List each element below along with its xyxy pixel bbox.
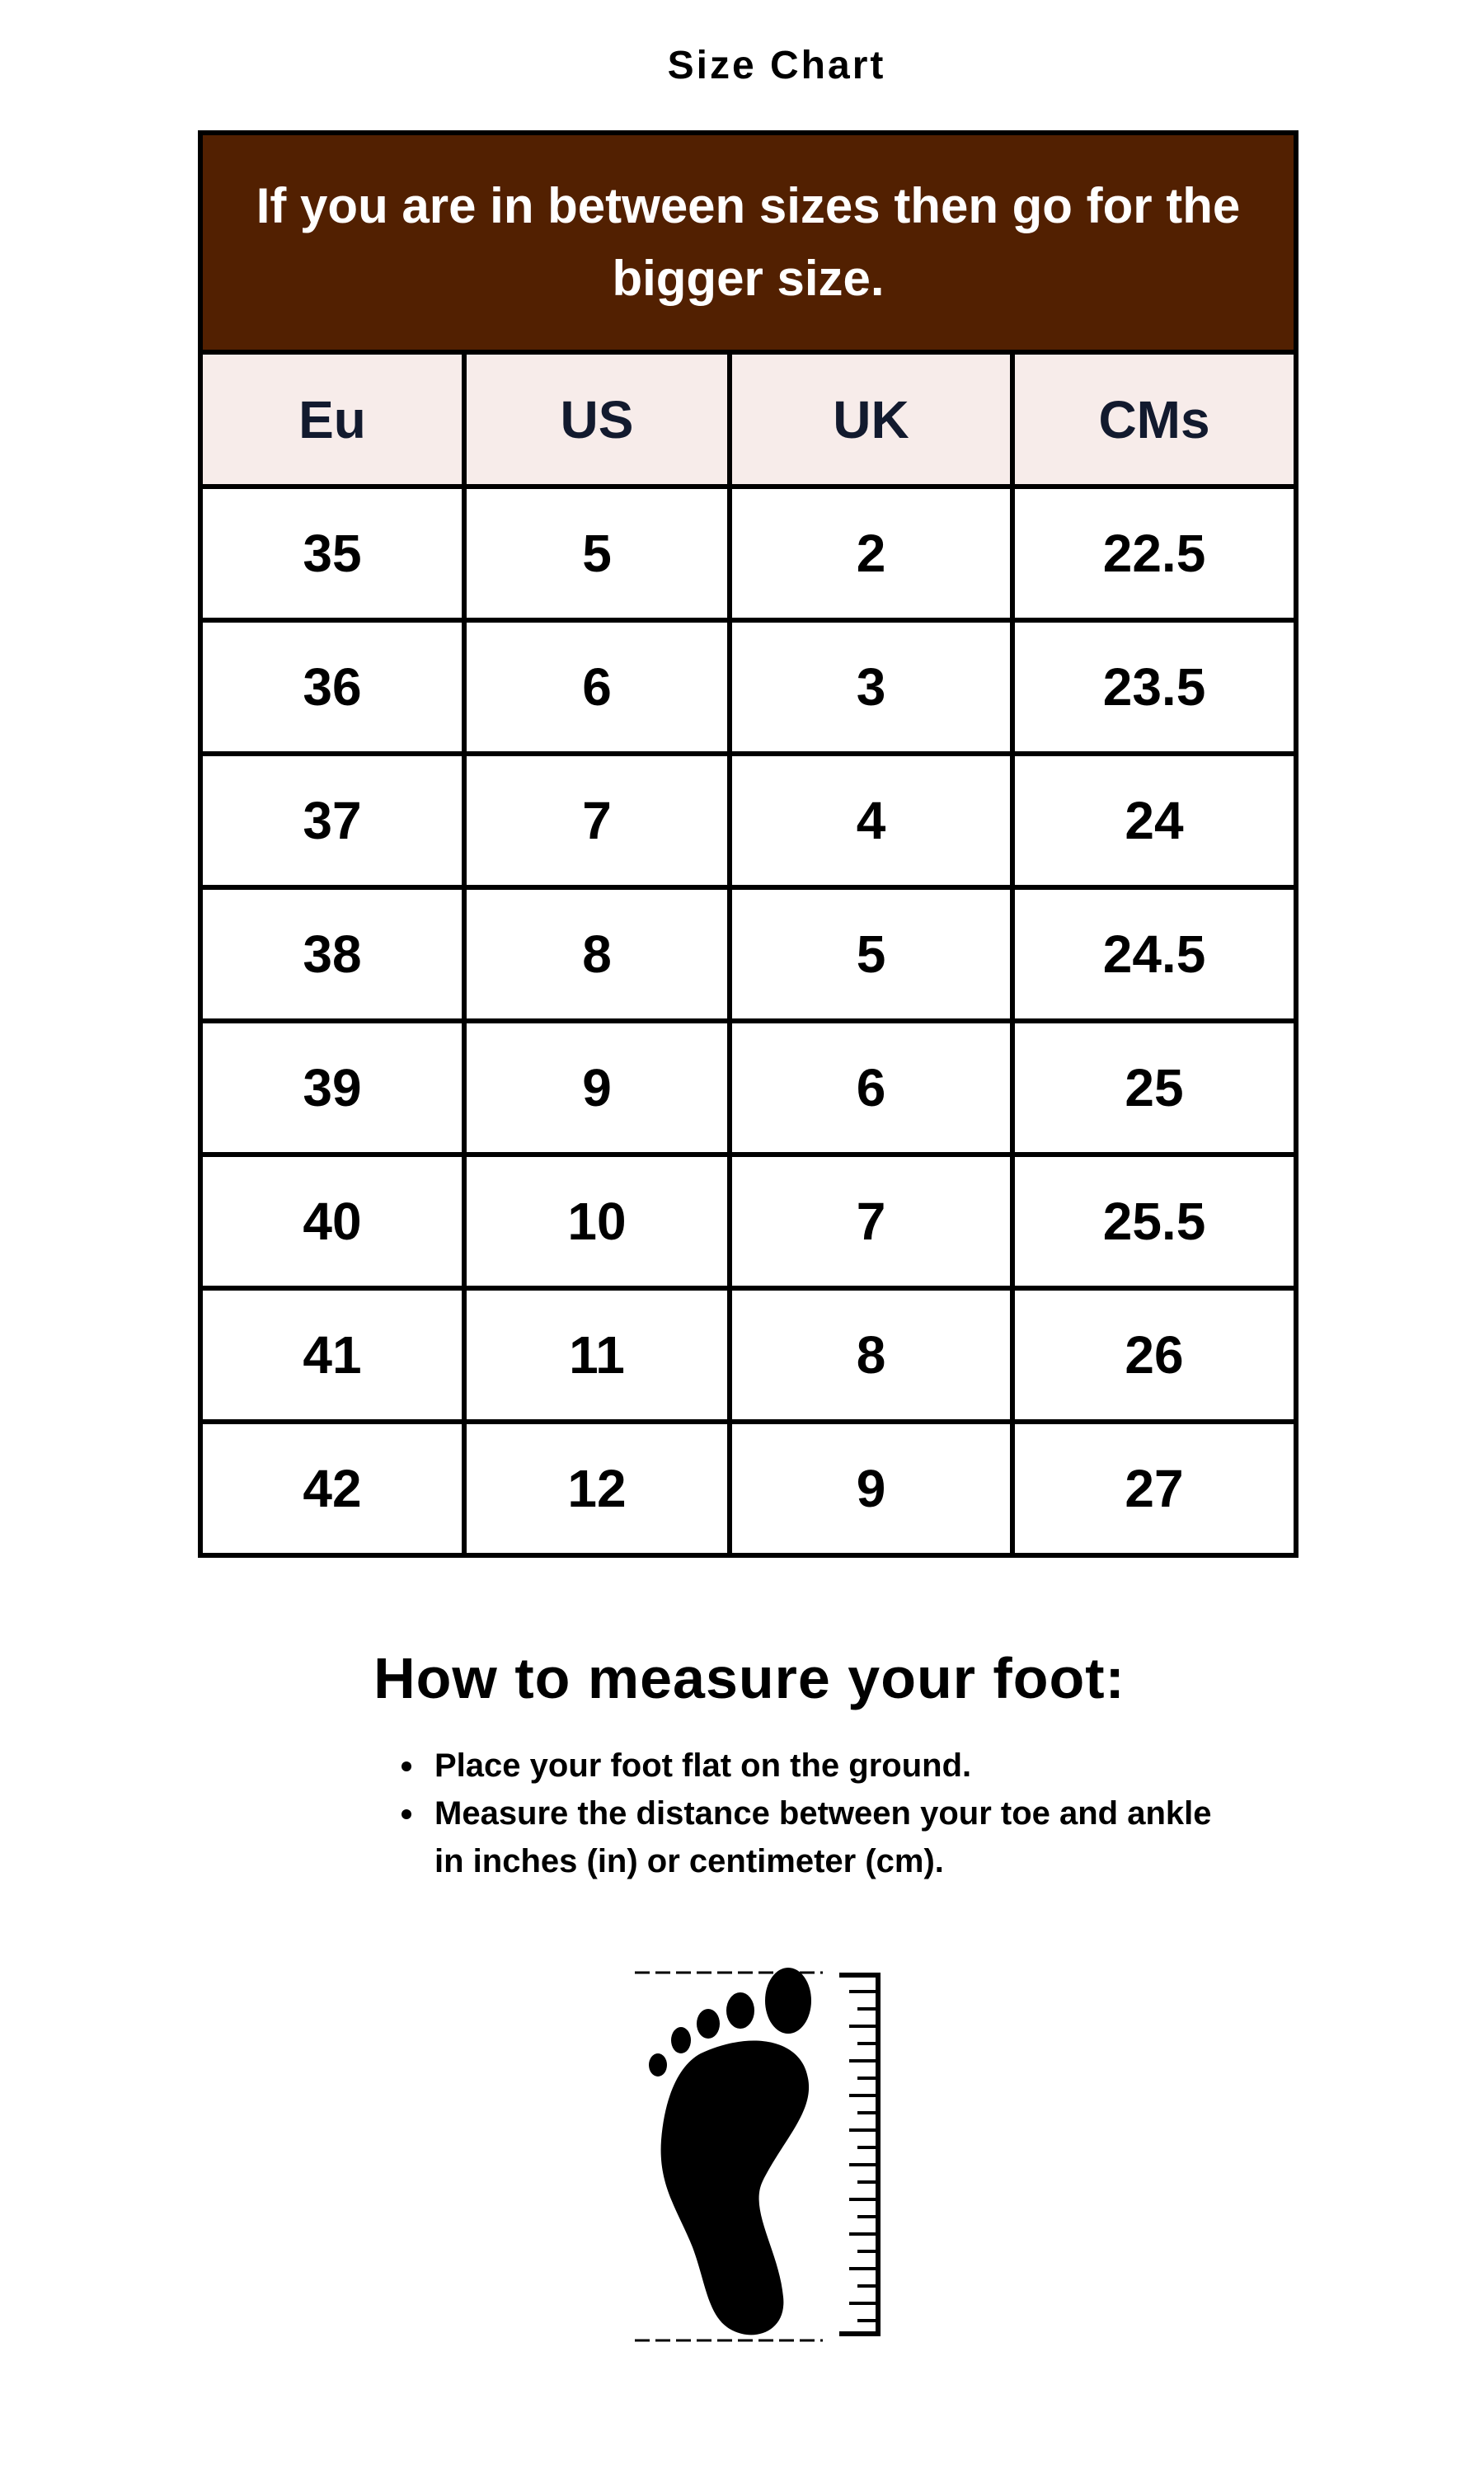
- cell-uk: 9: [730, 1422, 1012, 1555]
- table-header-row: [200, 352, 1296, 487]
- table-row: [200, 754, 1296, 887]
- column-header-us: US: [464, 352, 730, 487]
- cell-eu: 36: [200, 620, 464, 754]
- cell-eu: 37: [200, 754, 464, 887]
- cell-eu: 38: [200, 887, 464, 1021]
- measure-steps-list: [397, 1742, 1222, 1885]
- foot-measure-icon: [627, 1963, 907, 2359]
- measure-step: Measure the distance between your toe and ankle in inches (in) or centimeter (cm).: [397, 1790, 1222, 1885]
- cell-uk: 3: [730, 620, 1012, 754]
- cell-eu: 42: [200, 1422, 464, 1555]
- cell-uk: 4: [730, 754, 1012, 887]
- cell-cms: 25.5: [1012, 1155, 1296, 1288]
- column-header-cms: CMs: [1012, 352, 1296, 487]
- cell-us: 9: [464, 1021, 730, 1155]
- ruler-icon: [839, 1975, 878, 2334]
- table-row: [200, 487, 1296, 620]
- cell-eu: 40: [200, 1155, 464, 1288]
- cell-cms: 22.5: [1012, 487, 1296, 620]
- cell-cms: 26: [1012, 1288, 1296, 1422]
- cell-us: 7: [464, 754, 730, 887]
- cell-us: 12: [464, 1422, 730, 1555]
- table-row: [200, 1288, 1296, 1422]
- column-header-uk: UK: [730, 352, 1012, 487]
- column-header-eu: Eu: [200, 352, 464, 487]
- cell-us: 10: [464, 1155, 730, 1288]
- cell-us: 6: [464, 620, 730, 754]
- size-chart-table: [198, 130, 1298, 1558]
- cell-us: 8: [464, 887, 730, 1021]
- size-advice-note: If you are in between sizes then go for the bigger size.: [200, 133, 1296, 352]
- cell-uk: 8: [730, 1288, 1012, 1422]
- cell-eu: 39: [200, 1021, 464, 1155]
- cell-us: 11: [464, 1288, 730, 1422]
- cell-uk: 2: [730, 487, 1012, 620]
- page-title: Size Chart: [667, 44, 886, 87]
- table-row: [200, 1422, 1296, 1555]
- footprint-icon: [649, 1968, 811, 2335]
- table-row: [200, 1021, 1296, 1155]
- table-row: [200, 620, 1296, 754]
- measure-step: Place your foot flat on the ground.: [397, 1742, 1222, 1790]
- measure-heading: How to measure your foot:: [373, 1646, 1125, 1710]
- cell-eu: 35: [200, 487, 464, 620]
- cell-cms: 27: [1012, 1422, 1296, 1555]
- cell-uk: 5: [730, 887, 1012, 1021]
- cell-uk: 6: [730, 1021, 1012, 1155]
- cell-cms: 24.5: [1012, 887, 1296, 1021]
- table-row: [200, 1155, 1296, 1288]
- cell-cms: 24: [1012, 754, 1296, 887]
- cell-uk: 7: [730, 1155, 1012, 1288]
- table-row: [200, 887, 1296, 1021]
- cell-cms: 23.5: [1012, 620, 1296, 754]
- cell-eu: 41: [200, 1288, 464, 1422]
- cell-us: 5: [464, 487, 730, 620]
- cell-cms: 25: [1012, 1021, 1296, 1155]
